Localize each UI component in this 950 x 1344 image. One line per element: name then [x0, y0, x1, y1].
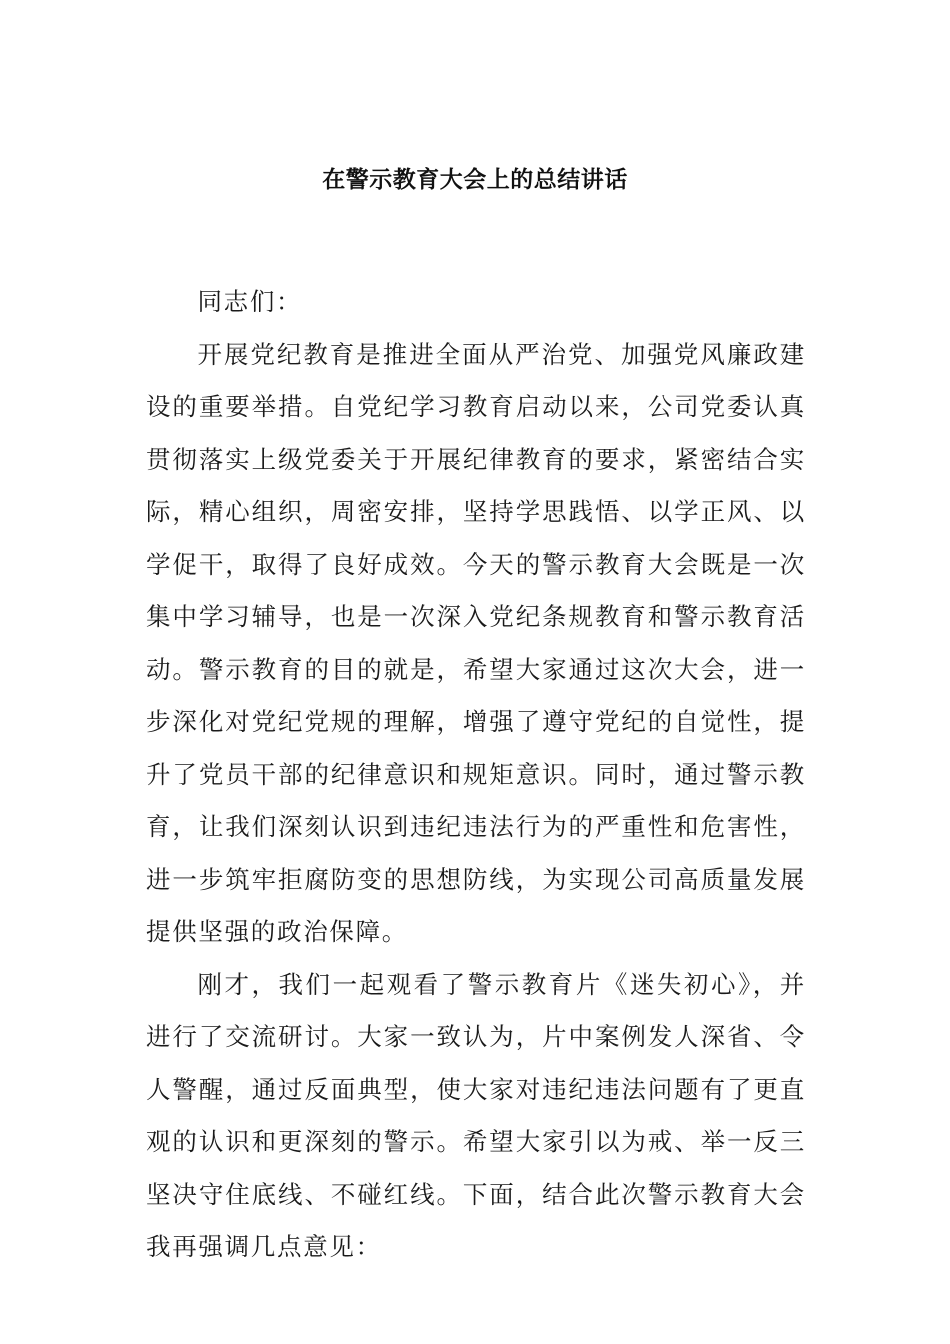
document-body — [146, 276, 806, 1274]
paragraph-1: 开展党纪教育是推进全面从严治党、加强党风廉政建设的重要举措。自党纪学习教育启动以来，公司党委认真贯彻落实上级党委关于开展纪律教育的要求，紧密结合实际，精心组织，周密安排，坚持学思践悟、以学正风、以学促干，取得了良好成效。今天的警示教育大会既是一次集中学习辅导，也是一次深入党纪条规教育和警示教育活动。警示教育的目的就是，希望大家通过这次大会，进一步深化对党纪党规的理解，增强了遵守党纪的自觉性，提升了党员干部的纪律意识和规矩意识。同时，通过警示教育，让我们深刻认识到违纪违法行为的严重性和危害性，进一步筑牢拒腐防变的思想防线，为实现公司高质量发展提供坚强的政治保障。 — [146, 339, 806, 946]
document-title: 在警示教育大会上的总结讲话 — [322, 166, 628, 193]
paragraph-2: 刚才，我们一起观看了警示教育片《迷失初心》，并进行了交流研讨。大家一致认为，片中案例发人深省、令人警醒，通过反面典型，使大家对违纪违法问题有了更直观的认识和更深刻的警示。希望大家引以为戒、举一反三坚决守住底线、不碰红线。下面，结合此次警示教育大会我再强调几点意见： — [146, 969, 806, 1261]
salutation: 同志们： — [197, 287, 303, 316]
